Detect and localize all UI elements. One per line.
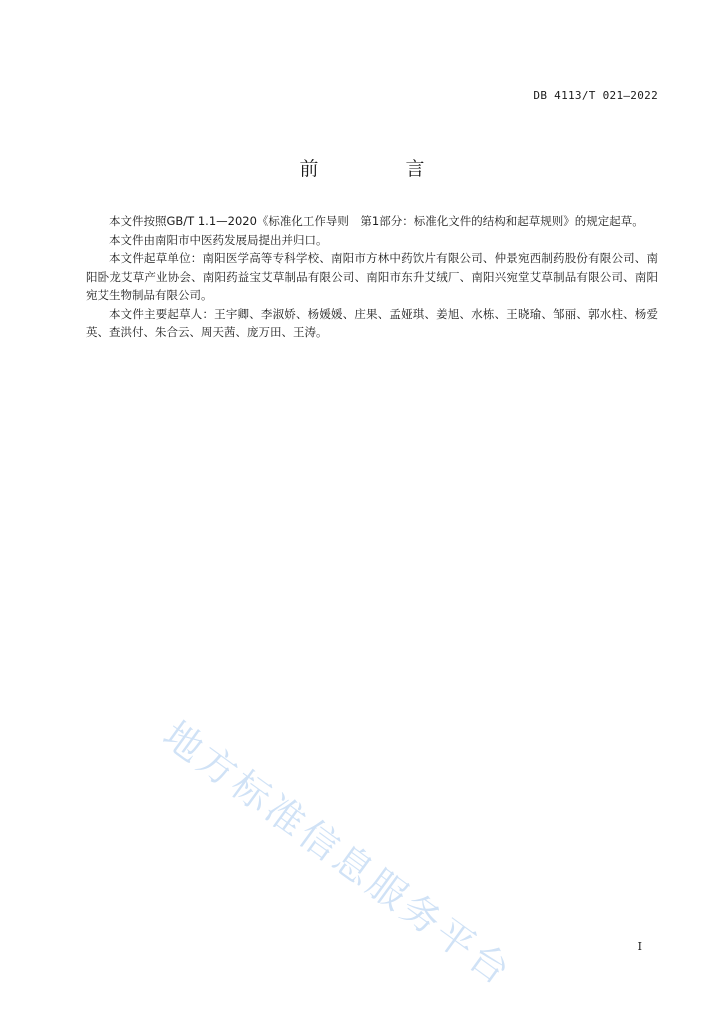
document-code: DB 4113/T 021—2022	[533, 89, 658, 102]
foreword-body	[86, 212, 658, 342]
page-number: I	[637, 940, 642, 953]
watermark: 地方标准信息服务平台	[155, 712, 521, 996]
paragraph-drafting-units: 本文件起草单位：南阳医学高等专科学校、南阳市方林中药饮片有限公司、仲景宛西制药股份有限公司、南阳卧龙艾草产业协会、南阳药益宝艾草制品有限公司、南阳市东升艾绒厂、南阳兴宛堂艾草制品有限公司、南阳宛艾生物制品有限公司。	[86, 251, 658, 302]
page-title: 前 言	[299, 158, 459, 180]
paragraph-drafting-rule: 本文件按照GB/T 1.1—2020《标准化工作导则 第1部分：标准化文件的结构和起草规则》的规定起草。	[109, 214, 644, 228]
paragraph-drafters: 本文件主要起草人：王宇卿、李淑娇、杨媛媛、庄果、孟娅琪、姜旭、水栋、王晓瑜、邹丽、郭水柱、杨爱英、查洪付、朱合云、周天茜、庞万田、王涛。	[86, 306, 658, 339]
paragraph-proposer: 本文件由南阳市中医药发展局提出并归口。	[109, 232, 328, 247]
